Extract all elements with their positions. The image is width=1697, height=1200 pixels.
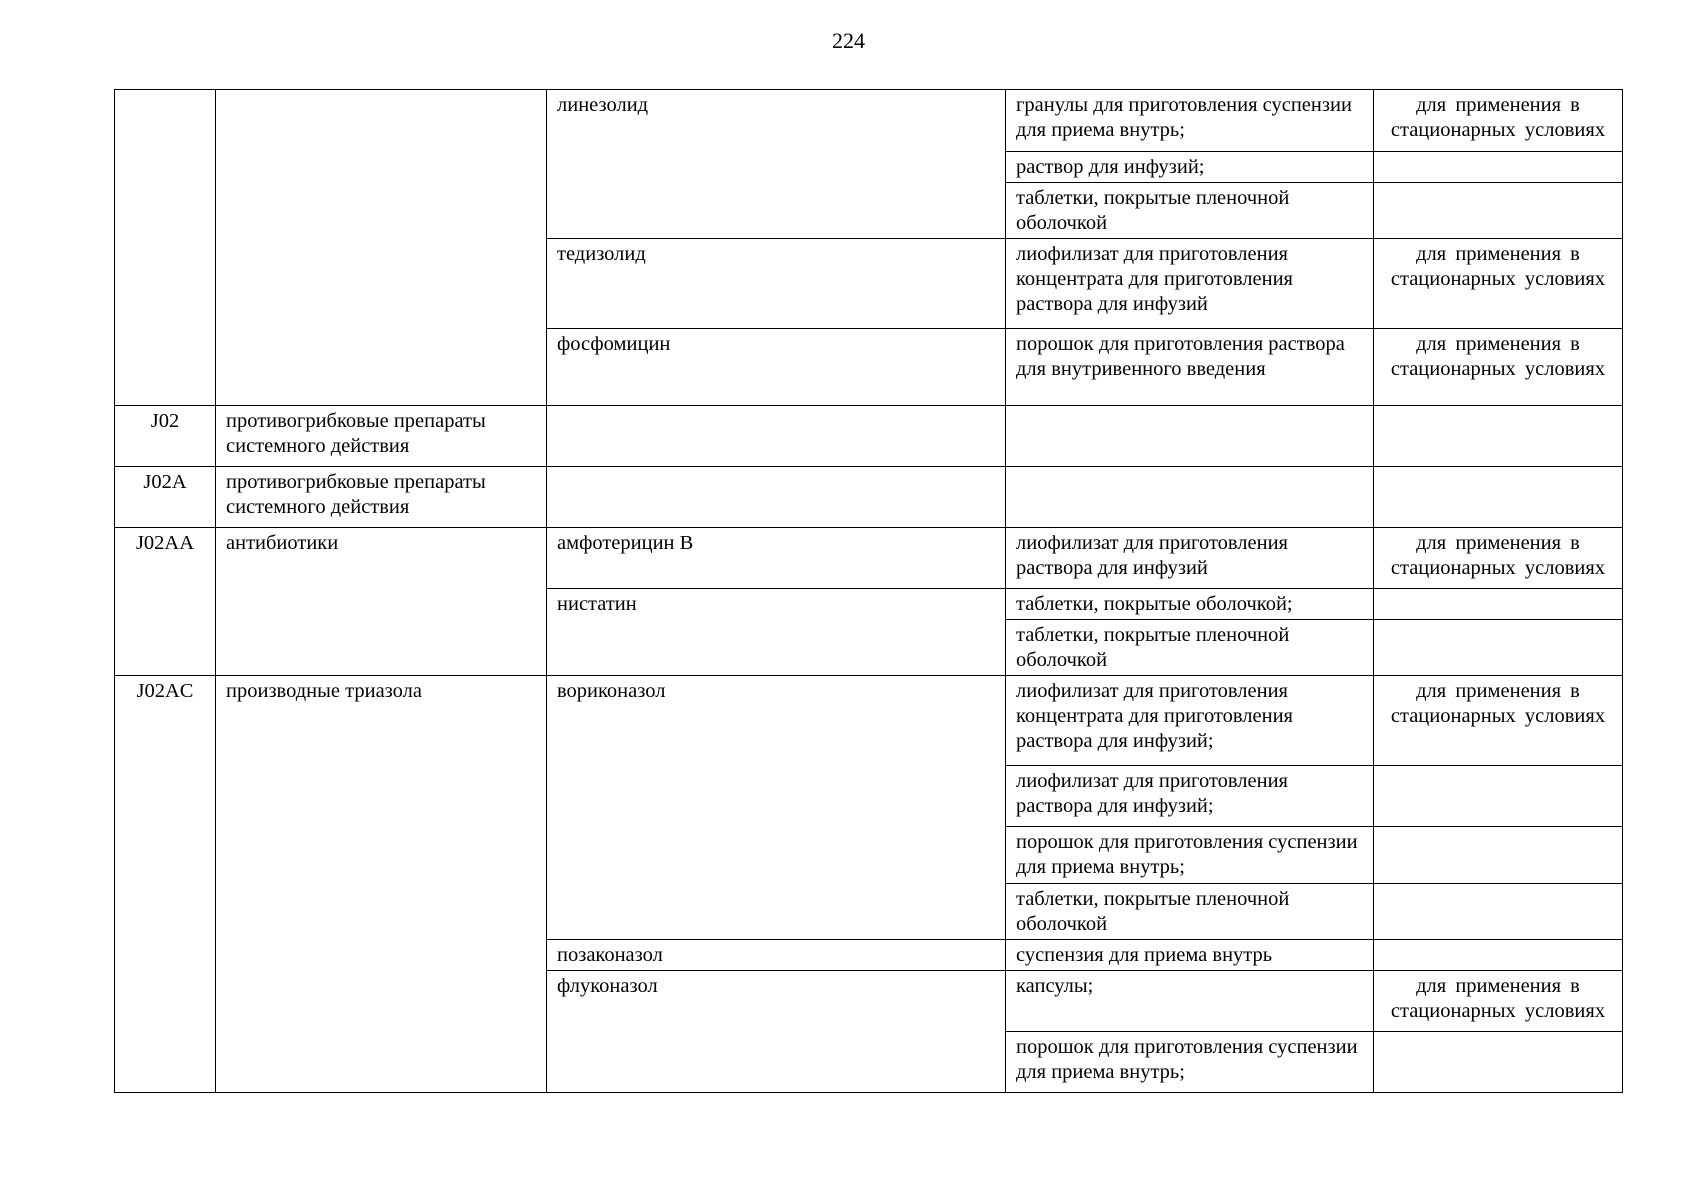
table-row [115,528,1623,589]
dosage-form-cell: таблетки, покрытые пленочной оболочкой [1006,884,1374,940]
dosage-form-cell: лиофилизат для приготовления раствора для инфузий [1006,528,1374,589]
table-row [115,406,1623,467]
atc-code-cell: J02 [115,406,216,467]
group-cell: противогрибковые препараты системного действия [216,406,547,467]
restriction-cell [1374,152,1623,183]
dosage-form-cell: суспензия для приема внутрь [1006,940,1374,971]
restriction-cell: для применения в стационарных условиях [1374,239,1623,329]
restriction-cell [1374,183,1623,239]
group-cell [216,90,547,406]
dosage-form-cell: таблетки, покрытые пленочной оболочкой [1006,620,1374,676]
restriction-cell: для применения в стационарных условиях [1374,90,1623,152]
group-cell: антибиотики [216,528,547,676]
restriction-cell [1374,467,1623,528]
page-number: 224 [832,28,865,53]
dosage-form-cell: порошок для приготовления раствора для внутривенного введения [1006,329,1374,406]
restriction-cell [1374,766,1623,827]
group-cell: противогрибковые препараты системного действия [216,467,547,528]
dosage-form-cell [1006,467,1374,528]
drug-name-cell [547,406,1006,467]
restriction-cell [1374,406,1623,467]
drug-name-cell: фосфомицин [547,329,1006,406]
dosage-form-cell: лиофилизат для приготовления концентрата для приготовления раствора для инфузий [1006,239,1374,329]
restriction-cell [1374,1032,1623,1093]
restriction-cell [1374,827,1623,884]
dosage-form-cell: капсулы; [1006,971,1374,1032]
table-row [115,467,1623,528]
dosage-form-cell: лиофилизат для приготовления концентрата для приготовления раствора для инфузий; [1006,676,1374,766]
drug-name-cell: линезолид [547,90,1006,239]
dosage-form-cell: раствор для инфузий; [1006,152,1374,183]
dosage-form-cell: лиофилизат для приготовления раствора для инфузий; [1006,766,1374,827]
dosage-form-cell: порошок для приготовления суспензии для приема внутрь; [1006,827,1374,884]
table-row [115,676,1623,766]
drug-name-cell: нистатин [547,589,1006,676]
dosage-form-cell [1006,406,1374,467]
dosage-form-cell: порошок для приготовления суспензии для приема внутрь; [1006,1032,1374,1093]
drug-table [114,89,1623,1093]
drug-name-cell: вориконазол [547,676,1006,940]
drug-name-cell: тедизолид [547,239,1006,329]
restriction-cell [1374,940,1623,971]
atc-code-cell: J02AC [115,676,216,1093]
table-row [115,90,1623,152]
drug-name-cell: амфотерицин B [547,528,1006,589]
dosage-form-cell: гранулы для приготовления суспензии для приема внутрь; [1006,90,1374,152]
atc-code-cell [115,90,216,406]
atc-code-cell: J02A [115,467,216,528]
dosage-form-cell: таблетки, покрытые оболочкой; [1006,589,1374,620]
group-cell: производные триазола [216,676,547,1093]
restriction-cell: для применения в стационарных условиях [1374,971,1623,1032]
drug-name-cell: флуконазол [547,971,1006,1093]
restriction-cell: для применения в стационарных условиях [1374,676,1623,766]
restriction-cell [1374,589,1623,620]
restriction-cell [1374,620,1623,676]
restriction-cell: для применения в стационарных условиях [1374,528,1623,589]
drug-name-cell: позаконазол [547,940,1006,971]
atc-code-cell: J02AA [115,528,216,676]
restriction-cell [1374,884,1623,940]
restriction-cell: для применения в стационарных условиях [1374,329,1623,406]
drug-name-cell [547,467,1006,528]
dosage-form-cell: таблетки, покрытые пленочной оболочкой [1006,183,1374,239]
